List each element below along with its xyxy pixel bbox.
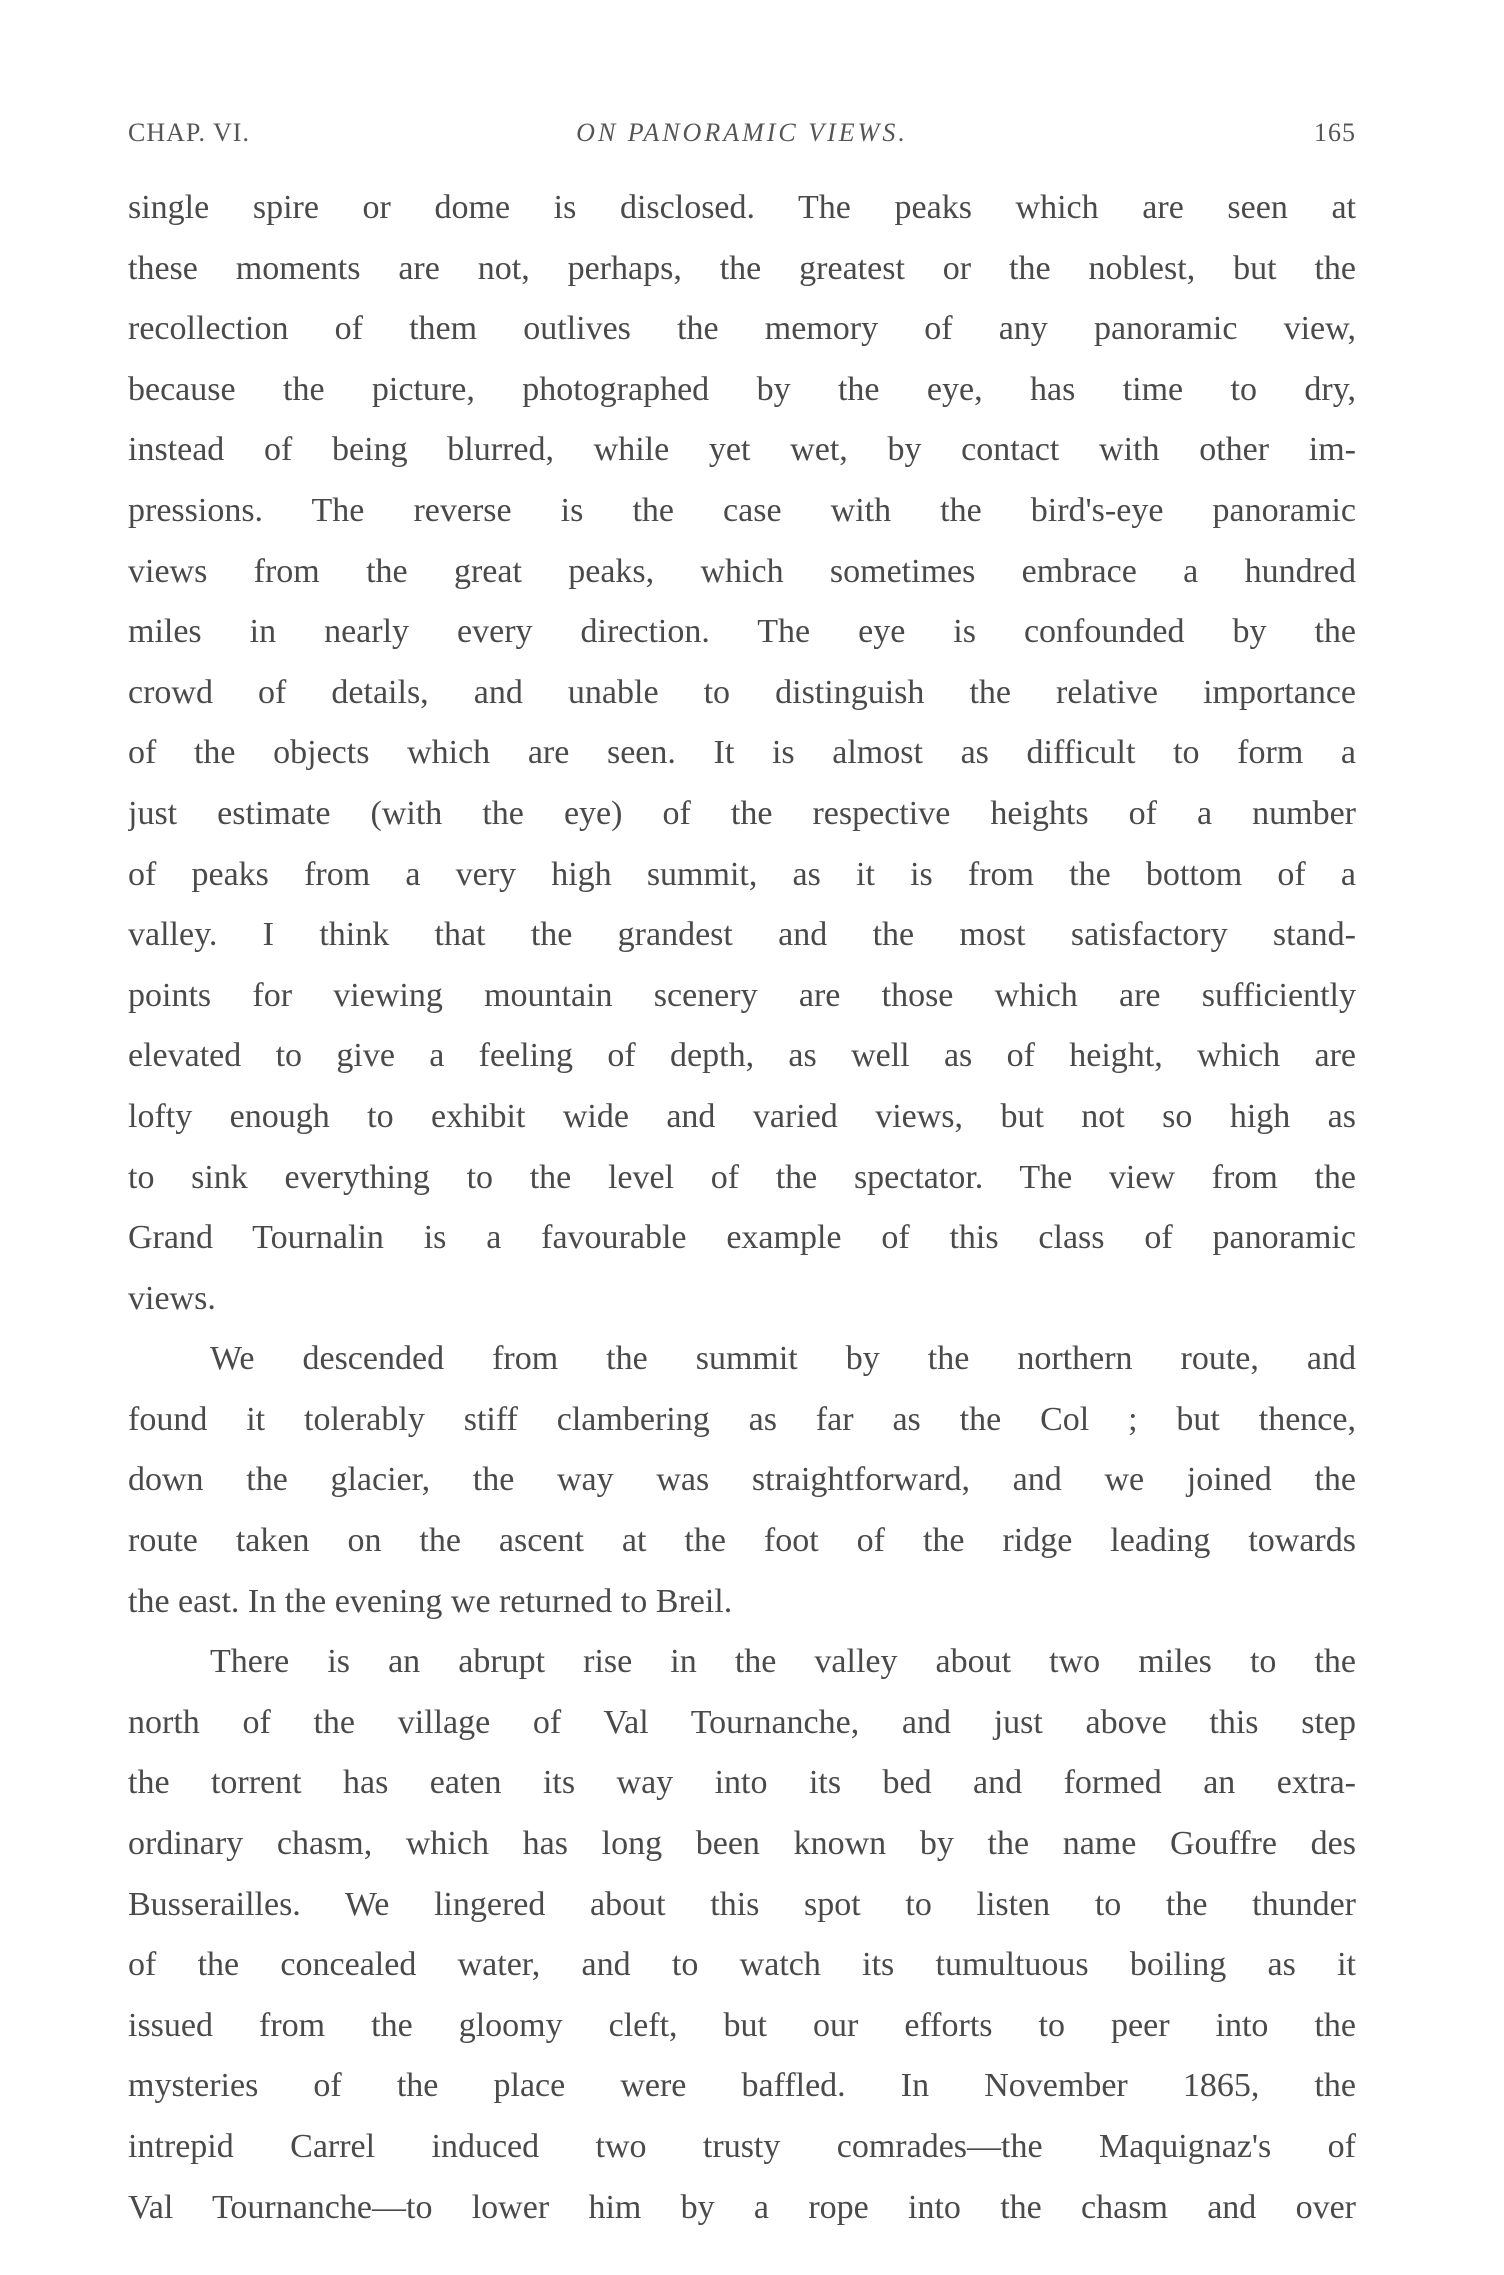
text-line: ordinary chasm, which has long been known by the name Gouffre des xyxy=(128,1825,1356,1863)
text-line: recollection of them outlives the memory of any panoramic view, xyxy=(128,310,1356,348)
text-line: miles in nearly every direction. The eye is confounded by the xyxy=(128,613,1356,651)
text-line: the east. In the evening we returned to Breil. xyxy=(128,1582,733,1620)
text-line: views. xyxy=(128,1279,216,1317)
running-title: ON PANORAMIC VIEWS. xyxy=(576,118,908,147)
text-line: route taken on the ascent at the foot of the ridge leading towards xyxy=(128,1522,1356,1560)
text-line: found it tolerably stiff clambering as far as the Col ; but thence, xyxy=(128,1400,1356,1438)
text-line: of peaks from a very high summit, as it is from the bottom of a xyxy=(128,855,1356,893)
body-text xyxy=(128,178,1356,2238)
text-line: down the glacier, the way was straightforward, and we joined the xyxy=(128,1461,1356,1499)
text-line: elevated to give a feeling of depth, as well as of height, which are xyxy=(128,1037,1356,1075)
text-line: instead of being blurred, while yet wet, by contact with other im- xyxy=(128,431,1356,469)
text-line: mysteries of the place were baffled. In November 1865, the xyxy=(128,2067,1356,2105)
text-line: pressions. The reverse is the case with the bird's-eye panoramic xyxy=(128,491,1356,529)
text-line: views from the great peaks, which sometimes embrace a hundred xyxy=(128,552,1356,590)
text-line: because the picture, photographed by the eye, has time to dry, xyxy=(128,370,1356,408)
text-line: single spire or dome is disclosed. The peaks which are seen at xyxy=(128,189,1356,226)
text-line: crowd of details, and unable to distinguish the relative importance xyxy=(128,673,1356,711)
text-line: Busserailles. We lingered about this spot to listen to the thunder xyxy=(128,1885,1356,1923)
running-head xyxy=(128,118,1356,158)
text-line: these moments are not, perhaps, the greatest or the noblest, but the xyxy=(128,249,1356,287)
text-line: lofty enough to exhibit wide and varied views, but not so high as xyxy=(128,1097,1356,1135)
text-line: of the concealed water, and to watch its tumultuous boiling as it xyxy=(128,1946,1356,1984)
text-line: points for viewing mountain scenery are those which are sufficiently xyxy=(128,976,1356,1014)
text-line: intrepid Carrel induced two trusty comrades—the Maquignaz's of xyxy=(128,2128,1356,2165)
text-line: We descended from the summit by the northern route, and xyxy=(210,1340,1356,1378)
text-line: of the objects which are seen. It is almost as difficult to form a xyxy=(128,734,1356,772)
text-line: Val Tournanche—to lower him by a rope into the chasm and over xyxy=(128,2188,1356,2226)
text-line: valley. I think that the grandest and the most satisfactory stand- xyxy=(128,916,1356,954)
text-line: north of the village of Val Tournanche, and just above this step xyxy=(128,1703,1356,1741)
text-line: to sink everything to the level of the spectator. The view from the xyxy=(128,1158,1356,1196)
text-line: the torrent has eaten its way into its bed and formed an extra- xyxy=(128,1764,1356,1802)
text-line: There is an abrupt rise in the valley about two miles to the xyxy=(210,1643,1356,1681)
page-number: 165 xyxy=(1314,118,1356,147)
text-line: issued from the gloomy cleft, but our efforts to peer into the xyxy=(128,2006,1356,2044)
chapter-label: CHAP. VI. xyxy=(128,118,250,147)
text-line: just estimate (with the eye) of the respective heights of a number xyxy=(128,794,1356,832)
text-line: Grand Tournalin is a favourable example of this class of panoramic xyxy=(128,1219,1356,1257)
